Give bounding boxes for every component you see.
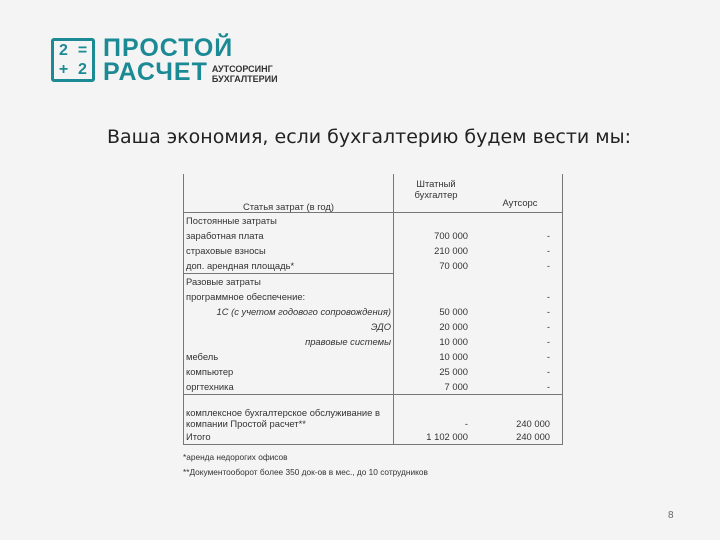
row-item: Постоянные затраты: [184, 213, 394, 229]
logo-line2-row: [103, 60, 278, 84]
table-row-service: [184, 395, 563, 430]
row-item: мебель: [184, 349, 394, 364]
header-staff: [394, 174, 477, 213]
page-number: 8: [668, 510, 674, 521]
table-row-total: [184, 429, 563, 445]
row-item: 1С (с учетом годового сопровождения): [184, 304, 394, 319]
table-row: [184, 289, 563, 304]
logo-text: [103, 36, 278, 84]
header-staff-line2: бухгалтер: [414, 189, 458, 200]
table-row: [184, 274, 563, 290]
row-item: ЭДО: [184, 319, 394, 334]
total-staff: 1 102 000: [394, 429, 477, 445]
service-staff: -: [394, 395, 477, 430]
row-outsource: -: [476, 334, 563, 349]
row-outsource: -: [476, 228, 563, 243]
row-item: доп. арендная площадь*: [184, 258, 394, 274]
table-row: [184, 243, 563, 258]
footnote: **Документооборот более 350 док-ов в мес., до 10 сотрудников: [183, 467, 428, 477]
table-row: [184, 319, 563, 334]
row-outsource: -: [476, 364, 563, 379]
row-staff: [394, 274, 477, 290]
row-staff: 50 000: [439, 306, 468, 317]
row-item: Разовые затраты: [184, 274, 394, 290]
cost-table-container: [183, 174, 563, 445]
row-item: компьютер: [184, 364, 394, 379]
logo-mark-glyph: +: [58, 60, 69, 78]
service-line1: комплексное бухгалтерское обслуживание в: [186, 407, 380, 418]
row-item: оргтехника: [184, 379, 394, 395]
logo-sub2: БУХГАЛТЕРИИ: [211, 74, 278, 84]
table-row: [184, 349, 563, 364]
table-row: [184, 364, 563, 379]
logo-sub1: АУТСОРСИНГ: [211, 64, 273, 74]
logo-subtitle: [212, 64, 278, 84]
table-header-row: [184, 174, 563, 213]
row-staff: 25 000: [439, 366, 468, 377]
page-heading: Ваша экономия, если бухгалтерию будем вести мы:: [107, 126, 632, 148]
row-outsource: -: [476, 304, 563, 319]
logo-line1: ПРОСТОЙ: [103, 34, 234, 62]
header-staff-line1: Штатный: [416, 178, 456, 189]
row-item: страховые взносы: [184, 243, 394, 258]
total-item: Итого: [184, 429, 394, 445]
row-item: программное обеспечение:: [184, 289, 394, 304]
footnotes: [183, 450, 428, 480]
row-outsource: [476, 274, 563, 290]
row-staff: [394, 213, 477, 229]
table-row: [184, 379, 563, 395]
cost-comparison-table: [183, 174, 563, 445]
row-staff: 10 000: [439, 336, 468, 347]
row-outsource: -: [476, 349, 563, 364]
row-outsource: -: [476, 289, 563, 304]
row-item: заработная плата: [184, 228, 394, 243]
company-logo: [51, 36, 278, 84]
service-outsource: 240 000: [476, 395, 563, 430]
table-row: [184, 213, 563, 229]
logo-mark-icon: [51, 38, 95, 82]
row-staff: 7 000: [444, 381, 468, 392]
row-staff: 10 000: [439, 351, 468, 362]
row-item: правовые системы: [184, 334, 394, 349]
row-outsource: [476, 213, 563, 229]
row-outsource: -: [476, 258, 563, 274]
row-staff: [394, 289, 477, 304]
row-staff: 700 000: [434, 230, 468, 241]
row-outsource: -: [476, 379, 563, 395]
row-staff: 70 000: [439, 260, 468, 272]
table-row: [184, 304, 563, 319]
service-item: [184, 395, 394, 430]
row-staff: 20 000: [439, 321, 468, 332]
service-line2: компании Простой расчет**: [186, 418, 306, 429]
header-item: Статья затрат (в год): [184, 174, 394, 213]
table-row: [184, 258, 563, 274]
row-staff: 210 000: [434, 245, 468, 256]
header-outsource: Аутсорс: [476, 174, 563, 213]
total-outsource: 240 000: [476, 429, 563, 445]
logo-mark-glyph: 2: [78, 60, 87, 78]
table-row: [184, 334, 563, 349]
footnote: *аренда недорогих офисов: [183, 452, 288, 462]
logo-mark-glyph: 2: [59, 41, 68, 59]
logo-line2: РАСЧЕТ: [103, 58, 208, 86]
logo-mark-glyph: =: [77, 41, 88, 59]
row-outsource: -: [476, 319, 563, 334]
table-row: [184, 228, 563, 243]
row-outsource: -: [476, 243, 563, 258]
